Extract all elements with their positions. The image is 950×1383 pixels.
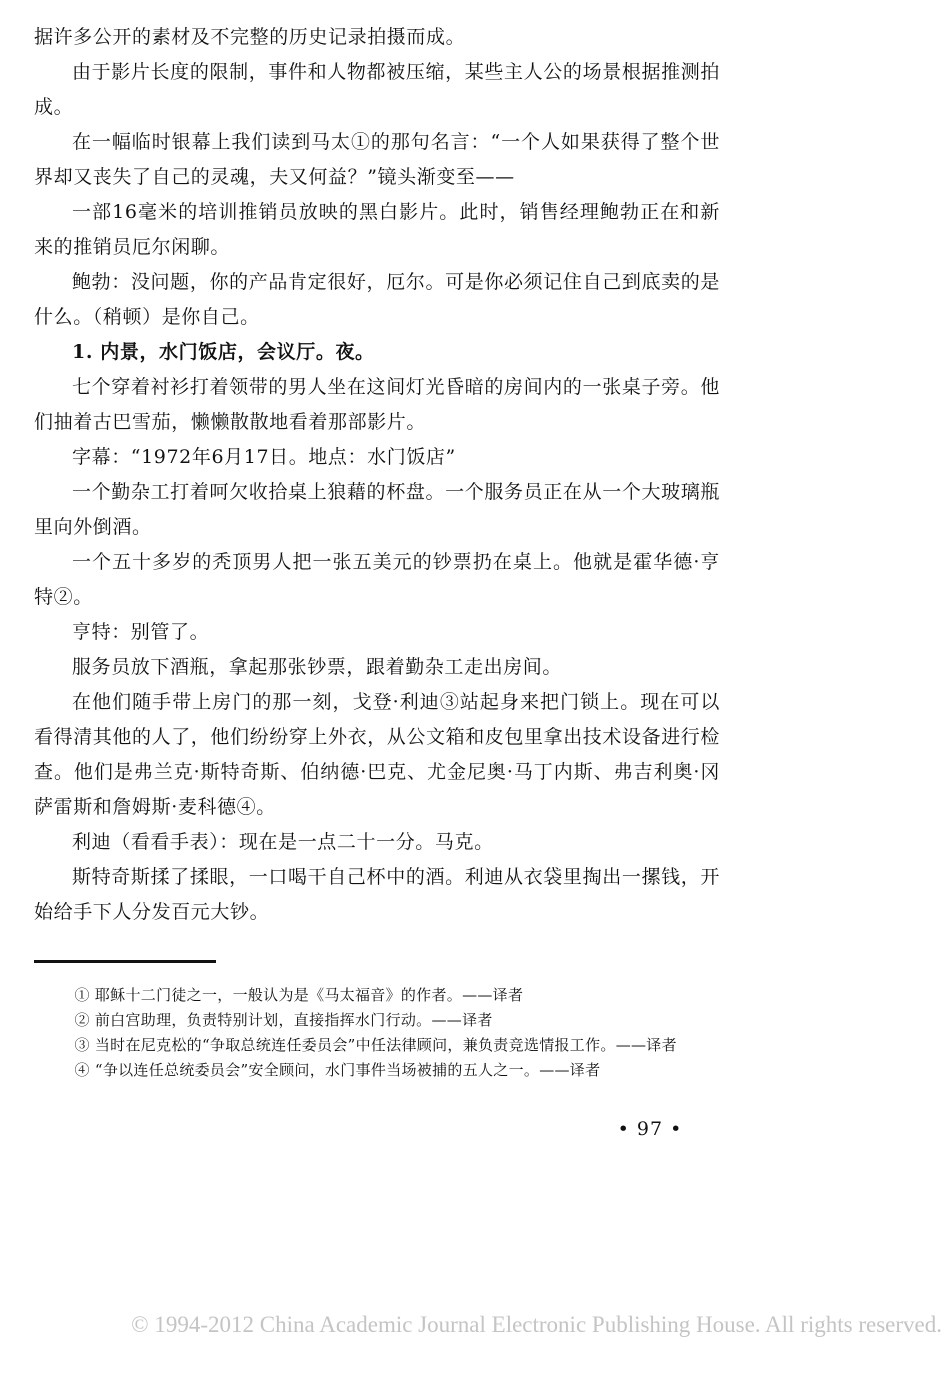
paragraph: 由于影片长度的限制，事件和人物都被压缩，某些主人公的场景根据推测拍成。 <box>34 61 720 118</box>
paragraph: 在一幅临时银幕上我们读到马太①的那句名言：“一个人如果获得了整个世界却又丧失了自己的灵魂，夫又何益？”镜头渐变至—— <box>34 131 720 188</box>
body-text <box>34 20 720 930</box>
footnote: ② 前白宫助理，负责特别计划，直接指挥水门行动。——译者 <box>74 1011 493 1029</box>
copyright-notice: © 1994-2012 China Academic Journal Electronic Publishing House. All rights reserved. <box>131 1312 942 1337</box>
paragraph: 一个五十多岁的秃顶男人把一张五美元的钞票扔在桌上。他就是霍华德·亨特②。 <box>34 551 720 608</box>
paragraph-continuation: 据许多公开的素材及不完整的历史记录拍摄而成。 <box>34 26 466 48</box>
footnotes <box>34 983 720 1083</box>
paragraph: 一个勤杂工打着呵欠收拾桌上狼藉的杯盘。一个服务员正在从一个大玻璃瓶里向外倒酒。 <box>34 481 720 538</box>
caption-paragraph: 字幕：“1972年6月17日。地点：水门饭店” <box>72 446 456 468</box>
footnote-divider <box>34 960 216 963</box>
paragraph: 斯特奇斯揉了揉眼，一口喝干自己杯中的酒。利迪从衣袋里掏出一摞钱，开始给手下人分发百元大钞。 <box>34 866 720 923</box>
dialogue-paragraph: 亨特：别管了。 <box>72 621 210 643</box>
paragraph: 服务员放下酒瓶，拿起那张钞票，跟着勤杂工走出房间。 <box>72 656 563 678</box>
scene-heading: 1. 内景，水门饭店，会议厅。夜。 <box>72 341 375 363</box>
page-number: • 97 • <box>617 1118 683 1140</box>
dialogue-paragraph: 利迪（看看手表）：现在是一点二十一分。马克。 <box>72 831 494 853</box>
paragraph: 在他们随手带上房门的那一刻，戈登·利迪③站起身来把门锁上。现在可以看得清其他的人了，他们纷纷穿上外衣，从公文箱和皮包里拿出技术设备进行检查。他们是弗兰克·斯特奇斯、伯纳德·巴克、尤金尼奥·马丁内斯、弗吉利奥·冈萨雷斯和詹姆斯·麦科德④。 <box>34 691 721 818</box>
paragraph: 一部16毫米的培训推销员放映的黑白影片。此时，销售经理鲍勃正在和新来的推销员厄尔闲聊。 <box>34 201 720 258</box>
dialogue-paragraph: 鲍勃：没问题，你的产品肯定很好，厄尔。可是你必须记住自己到底卖的是什么。（稍顿）是你自己。 <box>34 271 720 328</box>
paragraph: 七个穿着衬衫打着领带的男人坐在这间灯光昏暗的房间内的一张桌子旁。他们抽着古巴雪茄，懒懒散散地看着那部影片。 <box>34 376 720 433</box>
footnote: ④ “争以连任总统委员会”安全顾问，水门事件当场被捕的五人之一。——译者 <box>74 1061 601 1079</box>
footnote: ③ 当时在尼克松的“争取总统连任委员会”中任法律顾问，兼负责竞选情报工作。——译者 <box>74 1036 677 1054</box>
footnote: ① 耶稣十二门徒之一，一般认为是《马太福音》的作者。——译者 <box>74 986 524 1004</box>
